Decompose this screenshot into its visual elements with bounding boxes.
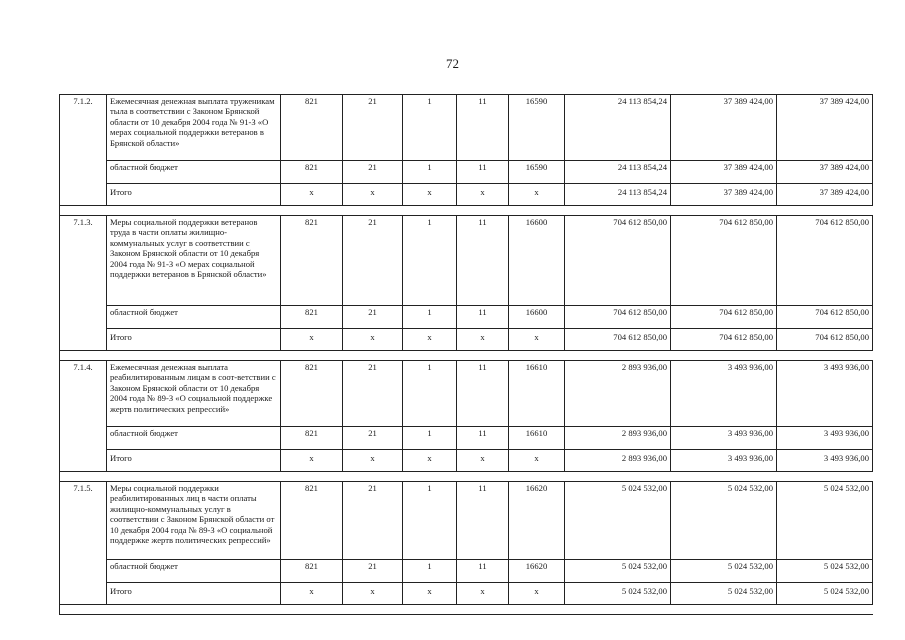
amount-cell: 3 493 936,00 <box>671 361 777 427</box>
code-cell: 1 <box>403 306 457 329</box>
separator-cell <box>777 351 873 361</box>
code-cell: x <box>343 329 403 351</box>
amount-cell: 3 493 936,00 <box>671 450 777 472</box>
amount-cell: 3 493 936,00 <box>671 427 777 450</box>
code-cell: x <box>509 583 565 605</box>
budget-source-row <box>60 427 873 450</box>
code-cell: 21 <box>343 161 403 184</box>
section-row <box>60 216 873 306</box>
separator-cell <box>565 605 671 615</box>
code-cell: x <box>281 450 343 472</box>
separator-cell <box>343 605 403 615</box>
separator-cell <box>509 206 565 216</box>
separator-cell <box>60 605 107 615</box>
separator-cell <box>509 605 565 615</box>
amount-cell: 2 893 936,00 <box>565 361 671 427</box>
amount-cell: 5 024 532,00 <box>565 583 671 605</box>
budget-source-label: областной бюджет <box>107 427 281 450</box>
separator-cell <box>107 351 281 361</box>
separator-cell <box>107 472 281 482</box>
amount-cell: 5 024 532,00 <box>777 560 873 583</box>
code-cell: x <box>457 184 509 206</box>
separator-cell <box>281 206 343 216</box>
separator-cell <box>403 206 457 216</box>
code-cell: x <box>343 583 403 605</box>
code-cell: 1 <box>403 361 457 427</box>
code-cell: 16590 <box>509 95 565 161</box>
budget-source-row <box>60 560 873 583</box>
code-cell: 821 <box>281 216 343 306</box>
separator-cell <box>281 472 343 482</box>
separator-cell <box>343 351 403 361</box>
total-row <box>60 450 873 472</box>
amount-cell: 704 612 850,00 <box>565 216 671 306</box>
code-cell: 16610 <box>509 361 565 427</box>
amount-cell: 37 389 424,00 <box>671 95 777 161</box>
section-separator <box>60 472 873 482</box>
code-cell: x <box>343 450 403 472</box>
code-cell: 11 <box>457 482 509 560</box>
section-description: Меры социальной поддержки ветеранов труда в части оплаты жилищно-коммунальных услуг в соответствии с Законом Брянской области от 10 декабря 2004 года № 91-З «О мерах социальной поддержки ветеранов в Брянской области» <box>107 216 281 306</box>
code-cell: 1 <box>403 161 457 184</box>
separator-cell <box>671 351 777 361</box>
section-description: Ежемесячная денежная выплата труженикам тыла в соответствии с Законом Брянской области от 10 декабря 2004 года № 91-З «О мерах социальной поддержки ветеранов в Брянской области» <box>107 95 281 161</box>
separator-cell <box>671 206 777 216</box>
separator-cell <box>777 472 873 482</box>
code-cell: x <box>343 184 403 206</box>
code-cell: 16590 <box>509 161 565 184</box>
separator-cell <box>343 472 403 482</box>
code-cell: 11 <box>457 427 509 450</box>
amount-cell: 37 389 424,00 <box>671 161 777 184</box>
code-cell: 11 <box>457 216 509 306</box>
code-cell: 21 <box>343 361 403 427</box>
budget-table <box>59 94 873 615</box>
separator-cell <box>60 351 107 361</box>
code-cell: 11 <box>457 361 509 427</box>
separator-cell <box>281 351 343 361</box>
amount-cell: 24 113 854,24 <box>565 184 671 206</box>
separator-cell <box>281 605 343 615</box>
code-cell: 21 <box>343 560 403 583</box>
budget-source-row <box>60 161 873 184</box>
amount-cell: 5 024 532,00 <box>777 583 873 605</box>
budget-source-label: областной бюджет <box>107 306 281 329</box>
code-cell: 11 <box>457 560 509 583</box>
code-cell: 16600 <box>509 216 565 306</box>
total-label: Итого <box>107 583 281 605</box>
code-cell: 821 <box>281 482 343 560</box>
amount-cell: 704 612 850,00 <box>777 306 873 329</box>
code-cell: 821 <box>281 560 343 583</box>
total-label: Итого <box>107 184 281 206</box>
amount-cell: 24 113 854,24 <box>565 161 671 184</box>
total-row <box>60 583 873 605</box>
code-cell: 16620 <box>509 560 565 583</box>
code-cell: x <box>403 184 457 206</box>
section-separator <box>60 605 873 615</box>
budget-source-label: областной бюджет <box>107 161 281 184</box>
separator-cell <box>509 472 565 482</box>
code-cell: 821 <box>281 161 343 184</box>
separator-cell <box>565 206 671 216</box>
amount-cell: 704 612 850,00 <box>671 329 777 351</box>
code-cell: 1 <box>403 216 457 306</box>
code-cell: x <box>281 583 343 605</box>
code-cell: x <box>281 329 343 351</box>
section-row <box>60 482 873 560</box>
section-separator <box>60 206 873 216</box>
code-cell: 16600 <box>509 306 565 329</box>
section-description: Меры социальной поддержки реабилитированных лиц в части оплаты жилищно-коммунальных услуг в соответствии с Законом Брянской области от 10 декабря 2004 года № 89-З «О социальной поддержке жертв политических репрессий» <box>107 482 281 560</box>
section-separator <box>60 351 873 361</box>
code-cell: x <box>457 329 509 351</box>
separator-cell <box>777 206 873 216</box>
amount-cell: 5 024 532,00 <box>777 482 873 560</box>
section-number: 7.1.3. <box>60 216 107 351</box>
code-cell: 21 <box>343 95 403 161</box>
section-description: Ежемесячная денежная выплата реабилитированным лицам в соот-ветствии с Законом Брянской области от 10 декабря 2004 года № 89-З «О социальной поддержке жертв политических репрессий» <box>107 361 281 427</box>
amount-cell: 704 612 850,00 <box>565 306 671 329</box>
amount-cell: 704 612 850,00 <box>777 329 873 351</box>
code-cell: x <box>457 450 509 472</box>
separator-cell <box>565 351 671 361</box>
code-cell: 21 <box>343 427 403 450</box>
separator-cell <box>565 472 671 482</box>
code-cell: 1 <box>403 427 457 450</box>
code-cell: x <box>509 450 565 472</box>
amount-cell: 5 024 532,00 <box>671 560 777 583</box>
code-cell: 21 <box>343 482 403 560</box>
code-cell: 11 <box>457 161 509 184</box>
amount-cell: 2 893 936,00 <box>565 450 671 472</box>
code-cell: x <box>509 184 565 206</box>
amount-cell: 5 024 532,00 <box>565 560 671 583</box>
amount-cell: 2 893 936,00 <box>565 427 671 450</box>
code-cell: x <box>509 329 565 351</box>
code-cell: 21 <box>343 306 403 329</box>
budget-source-label: областной бюджет <box>107 560 281 583</box>
separator-cell <box>457 472 509 482</box>
page-number: 72 <box>446 56 459 71</box>
separator-cell <box>457 351 509 361</box>
separator-cell <box>403 605 457 615</box>
separator-cell <box>403 351 457 361</box>
code-cell: x <box>403 450 457 472</box>
total-label: Итого <box>107 329 281 351</box>
separator-cell <box>777 605 873 615</box>
separator-cell <box>60 206 107 216</box>
code-cell: x <box>403 329 457 351</box>
amount-cell: 3 493 936,00 <box>777 427 873 450</box>
amount-cell: 704 612 850,00 <box>671 216 777 306</box>
section-number: 7.1.5. <box>60 482 107 605</box>
amount-cell: 37 389 424,00 <box>671 184 777 206</box>
code-cell: 821 <box>281 361 343 427</box>
separator-cell <box>671 605 777 615</box>
separator-cell <box>107 605 281 615</box>
code-cell: 21 <box>343 216 403 306</box>
amount-cell: 24 113 854,24 <box>565 95 671 161</box>
amount-cell: 704 612 850,00 <box>565 329 671 351</box>
code-cell: 1 <box>403 482 457 560</box>
code-cell: x <box>457 583 509 605</box>
separator-cell <box>343 206 403 216</box>
total-row <box>60 329 873 351</box>
amount-cell: 5 024 532,00 <box>671 482 777 560</box>
amount-cell: 5 024 532,00 <box>565 482 671 560</box>
amount-cell: 37 389 424,00 <box>777 161 873 184</box>
code-cell: 821 <box>281 427 343 450</box>
code-cell: 1 <box>403 560 457 583</box>
separator-cell <box>457 206 509 216</box>
separator-cell <box>457 605 509 615</box>
total-label: Итого <box>107 450 281 472</box>
code-cell: x <box>403 583 457 605</box>
section-row <box>60 361 873 427</box>
separator-cell <box>509 351 565 361</box>
section-number: 7.1.2. <box>60 95 107 206</box>
total-row <box>60 184 873 206</box>
code-cell: 821 <box>281 306 343 329</box>
separator-cell <box>60 472 107 482</box>
amount-cell: 3 493 936,00 <box>777 361 873 427</box>
code-cell: x <box>281 184 343 206</box>
code-cell: 1 <box>403 95 457 161</box>
budget-source-row <box>60 306 873 329</box>
code-cell: 16610 <box>509 427 565 450</box>
separator-cell <box>671 472 777 482</box>
amount-cell: 37 389 424,00 <box>777 184 873 206</box>
code-cell: 11 <box>457 95 509 161</box>
separator-cell <box>403 472 457 482</box>
section-row <box>60 95 873 161</box>
amount-cell: 3 493 936,00 <box>777 450 873 472</box>
code-cell: 11 <box>457 306 509 329</box>
code-cell: 821 <box>281 95 343 161</box>
separator-cell <box>107 206 281 216</box>
code-cell: 16620 <box>509 482 565 560</box>
section-number: 7.1.4. <box>60 361 107 472</box>
amount-cell: 5 024 532,00 <box>671 583 777 605</box>
amount-cell: 37 389 424,00 <box>777 95 873 161</box>
amount-cell: 704 612 850,00 <box>671 306 777 329</box>
amount-cell: 704 612 850,00 <box>777 216 873 306</box>
